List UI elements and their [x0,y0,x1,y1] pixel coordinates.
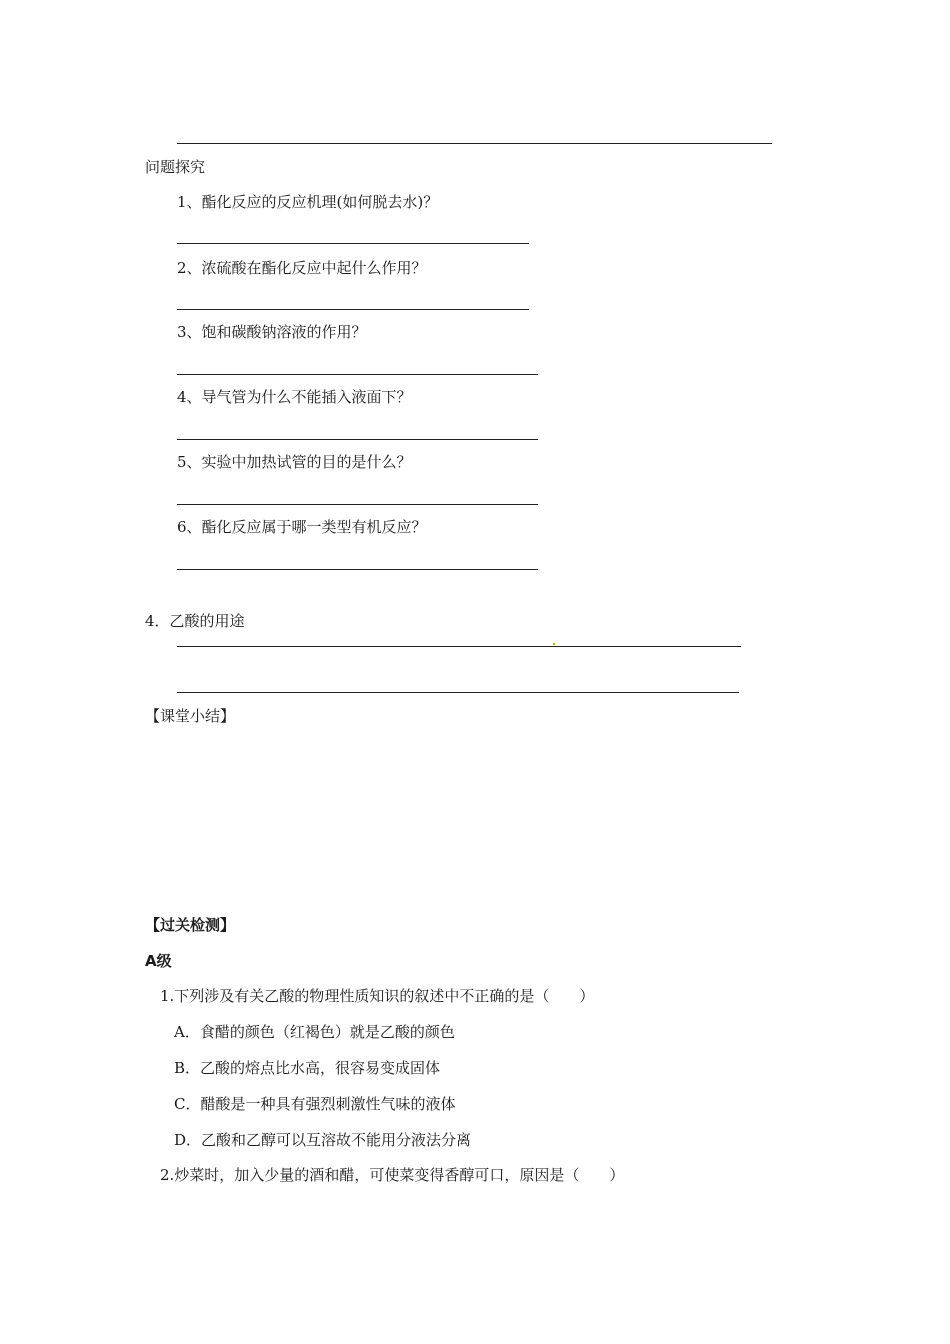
q1-option-b: B．乙酸的熔点比水高，很容易变成固体 [174,1059,441,1077]
use-answer-line-2 [177,692,739,693]
use-answer-line-1 [177,646,741,647]
q1-stem: 1.下列涉及有关乙酸的物理性质知识的叙述中不正确的是（ ） [160,987,595,1005]
stray-dot [553,643,555,645]
answer-line-1 [177,243,529,244]
check-heading: 【过关检测】 [145,916,236,934]
top-answer-line [177,143,772,144]
answer-line-5 [177,504,538,505]
question-1: 1、酯化反应的反应机理(如何脱去水)？ [177,193,439,211]
use-heading: 4．乙酸的用途 [145,612,245,630]
question-4: 4、导气管为什么不能插入液面下？ [177,388,412,406]
answer-line-4 [177,439,538,440]
q1-option-a: A．食醋的颜色（红褐色）就是乙酸的颜色 [174,1023,455,1041]
answer-line-2 [177,309,529,310]
q1-option-c: C．醋酸是一种具有强烈刺激性气味的液体 [174,1095,456,1113]
inquiry-heading: 问题探究 [145,158,206,176]
question-3: 3、饱和碳酸钠溶液的作用？ [177,323,367,341]
question-6: 6、酯化反应属于哪一类型有机反应？ [177,518,427,536]
answer-line-3 [177,374,538,375]
summary-heading: 【课堂小结】 [145,707,236,725]
answer-line-6 [177,569,538,570]
question-2: 2、浓硫酸在酯化反应中起什么作用？ [177,259,427,277]
question-5: 5、实验中加热试管的目的是什么？ [177,453,412,471]
level-label: A级 [145,952,172,970]
q1-option-d: D．乙酸和乙醇可以互溶故不能用分液法分离 [174,1131,472,1149]
q2-stem: 2.炒菜时，加入少量的酒和醋，可使菜变得香醇可口，原因是（ ） [160,1166,625,1184]
